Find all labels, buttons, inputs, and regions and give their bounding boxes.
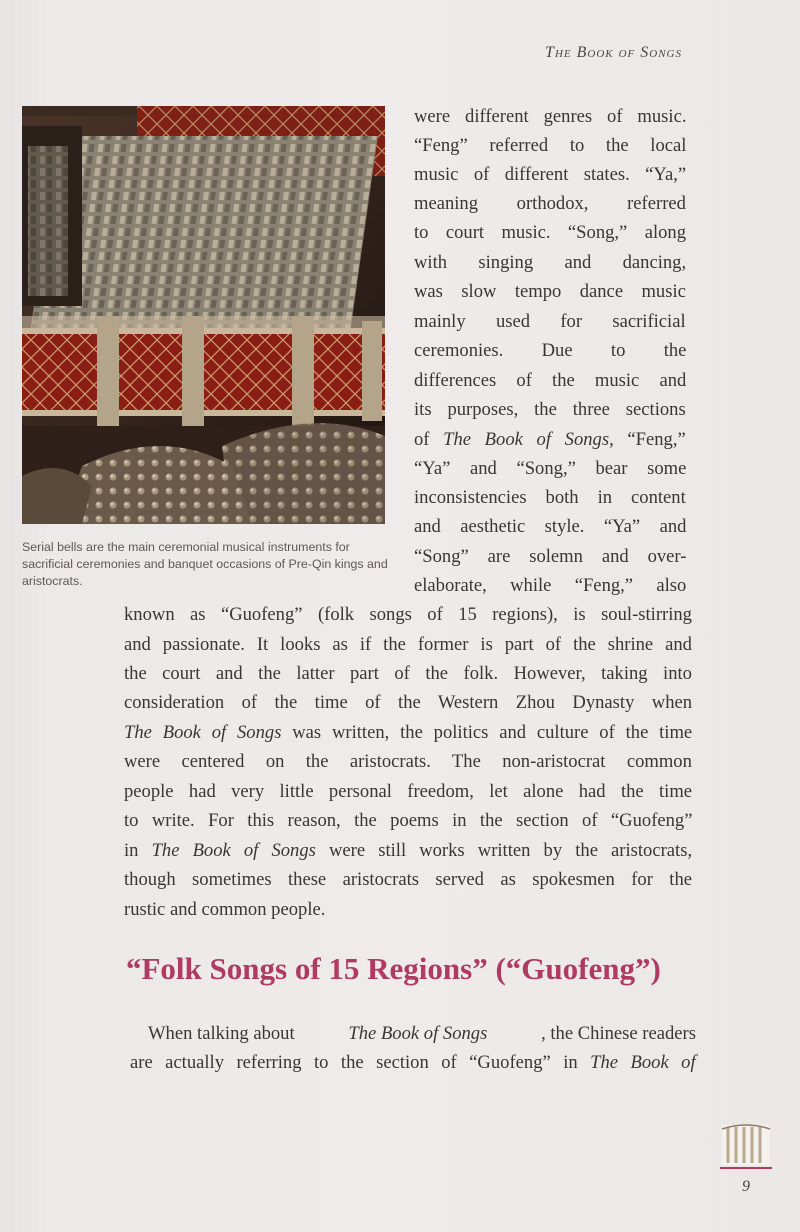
text-line <box>414 106 686 128</box>
text-run: inconsistencies both in content <box>414 487 686 508</box>
serial-bells-illustration <box>22 106 385 524</box>
text-run: elaborate, while “Feng,” also <box>414 575 687 596</box>
folio-rule <box>720 1167 772 1169</box>
text-run: , the Chinese readers <box>541 1023 696 1044</box>
section-heading: “Folk Songs of 15 Regions” (“Guofeng”) <box>126 951 661 986</box>
text-run: When talking about <box>148 1023 295 1044</box>
text-run: to court music. “Song,” along <box>414 222 687 243</box>
text-run: with singing and dancing, <box>414 252 687 273</box>
text-line <box>414 370 686 392</box>
text-line <box>124 722 692 744</box>
book-title: The Book of Songs <box>348 1023 488 1044</box>
text-run: was slow tempo dance music <box>414 281 686 302</box>
text-run: and passionate. It looks as if the former is part of the shrine and <box>124 634 692 655</box>
running-head: The Book of Songs <box>545 44 682 61</box>
text-line <box>124 810 692 832</box>
text-run: music of different states. “Ya,” <box>414 164 687 185</box>
text-run: “Ya” and “Song,” bear some <box>414 458 687 479</box>
page-number: 9 <box>742 1178 750 1195</box>
text-line <box>414 429 686 451</box>
text-line <box>414 164 686 186</box>
figure-caption: Serial bells are the main ceremonial musical instruments for sacrificial ceremonies and banquet occasions of Pre-Qin kings and aristocrats. <box>22 540 388 588</box>
text-run: and aesthetic style. “Ya” and <box>414 516 687 537</box>
bamboo-slips-icon <box>720 1119 772 1167</box>
text-run: “Song” are solemn and over- <box>414 546 687 567</box>
book-title: The Book of Songs <box>124 722 282 743</box>
text-run: were centered on the aristocrats. The non-aristocrat common <box>124 751 692 772</box>
text-run: consideration of the time of the Western Zhou Dynasty when <box>124 692 693 713</box>
text-line <box>414 311 686 333</box>
text-line <box>124 663 692 685</box>
text-run: the court and the latter part of the folk. However, taking into <box>124 663 692 684</box>
text-line <box>124 604 692 626</box>
text-line <box>414 487 686 509</box>
text-run: , “Feng,” <box>609 429 686 450</box>
text-run: people had very little personal freedom, let alone had the time <box>124 781 693 802</box>
text-line <box>414 340 686 362</box>
text-line <box>414 281 686 303</box>
text-line <box>124 751 692 773</box>
text-line <box>414 575 686 597</box>
text-run: known as “Guofeng” (folk songs of 15 regions), is soul-stirring <box>124 604 692 625</box>
text-run: of <box>414 429 444 450</box>
book-title: The Book of <box>590 1052 696 1073</box>
text-run: were still works written by the aristocrats, <box>315 840 693 861</box>
text-line <box>124 869 692 891</box>
text-line <box>124 634 692 656</box>
text-line <box>414 193 686 215</box>
text-run: “Feng” referred to the local <box>414 135 687 156</box>
text-run: its purposes, the three sections <box>414 399 686 420</box>
text-line <box>414 516 686 538</box>
text-line <box>414 458 686 480</box>
text-run: in <box>124 840 152 861</box>
serial-bells-photo <box>22 106 385 524</box>
text-line <box>124 899 692 921</box>
text-line <box>414 135 686 157</box>
text-line <box>414 252 686 274</box>
text-line <box>124 692 692 714</box>
text-run: are actually referring to the section of “Guofeng” in <box>130 1052 591 1073</box>
book-title: The Book of Songs <box>443 429 610 450</box>
text-run: differences of the music and <box>414 370 687 391</box>
text-line <box>414 546 686 568</box>
text-line <box>124 840 692 862</box>
text-run: was written, the politics and culture of the time <box>281 722 693 743</box>
text-run: meaning orthodox, referred <box>414 193 686 214</box>
text-run: though sometimes these aristocrats served as spokesmen for the <box>124 869 693 890</box>
paragraph-line-2 <box>130 1052 696 1074</box>
text-run: to write. For this reason, the poems in the section of “Guofeng” <box>124 810 693 831</box>
text-line <box>414 399 686 421</box>
text-line <box>414 222 686 244</box>
text-run: were different genres of music. <box>414 106 687 127</box>
paragraph-line-1 <box>148 1023 696 1045</box>
book-title: The Book of Songs <box>151 840 316 861</box>
text-run: mainly used for sacrificial <box>414 311 686 332</box>
text-run: rustic and common people. <box>124 899 326 920</box>
text-run: ceremonies. Due to the <box>414 340 687 361</box>
text-line <box>124 781 692 803</box>
